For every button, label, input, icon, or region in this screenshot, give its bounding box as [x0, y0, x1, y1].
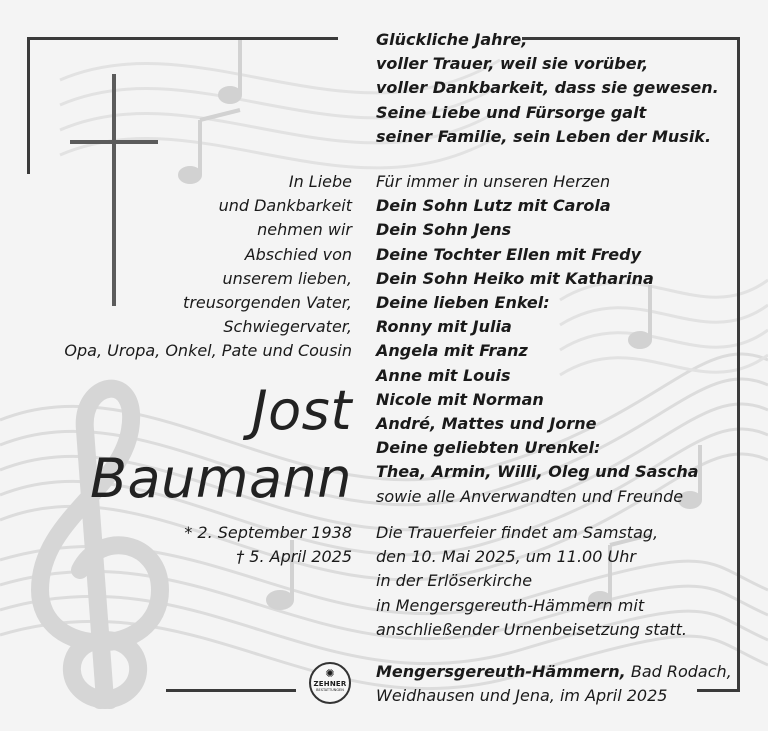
mourners-list [376, 170, 699, 509]
funeral-details [376, 521, 687, 642]
mourner-line: Deine lieben Enkel: [376, 293, 550, 313]
verse-line: Glückliche Jahre, [376, 30, 528, 49]
treble-clef-icon [40, 389, 160, 700]
place-date [376, 660, 732, 708]
mourner-line: Deine geliebten Urenkel: [376, 438, 601, 458]
intro-line: treusorgenden Vater, [183, 293, 352, 313]
logo-brand: ZEHNER [313, 680, 347, 688]
funeral-line: in der Erlöserkirche [376, 571, 533, 591]
dandelion-icon: ✺ [325, 667, 335, 680]
mourners-closing: sowie alle Anverwandten und Freunde [376, 486, 684, 506]
mourner-line: André, Mattes und Jorne [376, 414, 597, 434]
life-dates [184, 521, 352, 569]
intro-line: unserem lieben, [222, 268, 352, 288]
intro-line: Schwiegervater, [223, 317, 352, 337]
mourner-line: Angela mit Franz [376, 341, 528, 361]
mourner-line: Deine Tochter Ellen mit Fredy [376, 244, 641, 264]
deceased-first-name: Jost [251, 379, 352, 442]
logo-subtitle: BESTATTUNGEN [316, 688, 344, 692]
funeral-line: den 10. Mai 2025, um 11.00 Uhr [376, 547, 636, 567]
place-rest: Bad Rodach, [625, 662, 732, 681]
place-name: Mengersgereuth-Hämmern, [376, 662, 626, 681]
intro-line: Opa, Uropa, Onkel, Pate und Cousin [64, 341, 352, 361]
mourner-line: Nicole mit Norman [376, 389, 544, 409]
birth-date: * 2. September 1938 [184, 523, 352, 542]
funeral-line: Die Trauerfeier findet am Samstag, [376, 523, 659, 542]
verse-line: voller Dankbarkeit, dass sie gewesen. [376, 78, 719, 98]
deceased-last-name: Baumann [89, 447, 352, 510]
intro-line: und Dankbarkeit [218, 196, 352, 216]
mourner-line: Ronny mit Julia [376, 317, 512, 337]
mourner-line: Dein Sohn Jens [376, 220, 512, 240]
mourner-line: Thea, Armin, Willi, Oleg und Sascha [376, 462, 699, 482]
mourner-line: Anne mit Louis [376, 365, 511, 385]
frame-top-left [27, 37, 338, 40]
death-date: † 5. April 2025 [236, 547, 352, 567]
mourner-line: Dein Sohn Heiko mit Katharina [376, 268, 654, 288]
place-date-line: Weidhausen und Jena, im April 2025 [376, 686, 668, 706]
intro-text [64, 170, 352, 364]
frame-right-vertical [737, 37, 740, 692]
intro-line: In Liebe [288, 172, 352, 191]
frame-bottom-left [166, 689, 296, 692]
mourner-line: Dein Sohn Lutz mit Carola [376, 196, 611, 216]
verse-line: seiner Familie, sein Leben der Musik. [376, 126, 712, 146]
funeral-line: in Mengersgereuth-Hämmern mit [376, 595, 645, 615]
verse-line: Seine Liebe und Fürsorge galt [376, 102, 647, 122]
note-head [220, 88, 240, 102]
funeral-home-logo [309, 662, 351, 704]
funeral-line: anschließender Urnenbeisetzung statt. [376, 619, 687, 639]
verse [376, 28, 719, 149]
cross-icon-bar [70, 140, 158, 144]
mourners-heading: Für immer in unseren Herzen [376, 172, 611, 191]
intro-line: Abschied von [244, 244, 352, 264]
frame-left-vertical [27, 37, 30, 174]
verse-line: voller Trauer, weil sie vorüber, [376, 54, 649, 74]
intro-line: nehmen wir [257, 220, 352, 240]
